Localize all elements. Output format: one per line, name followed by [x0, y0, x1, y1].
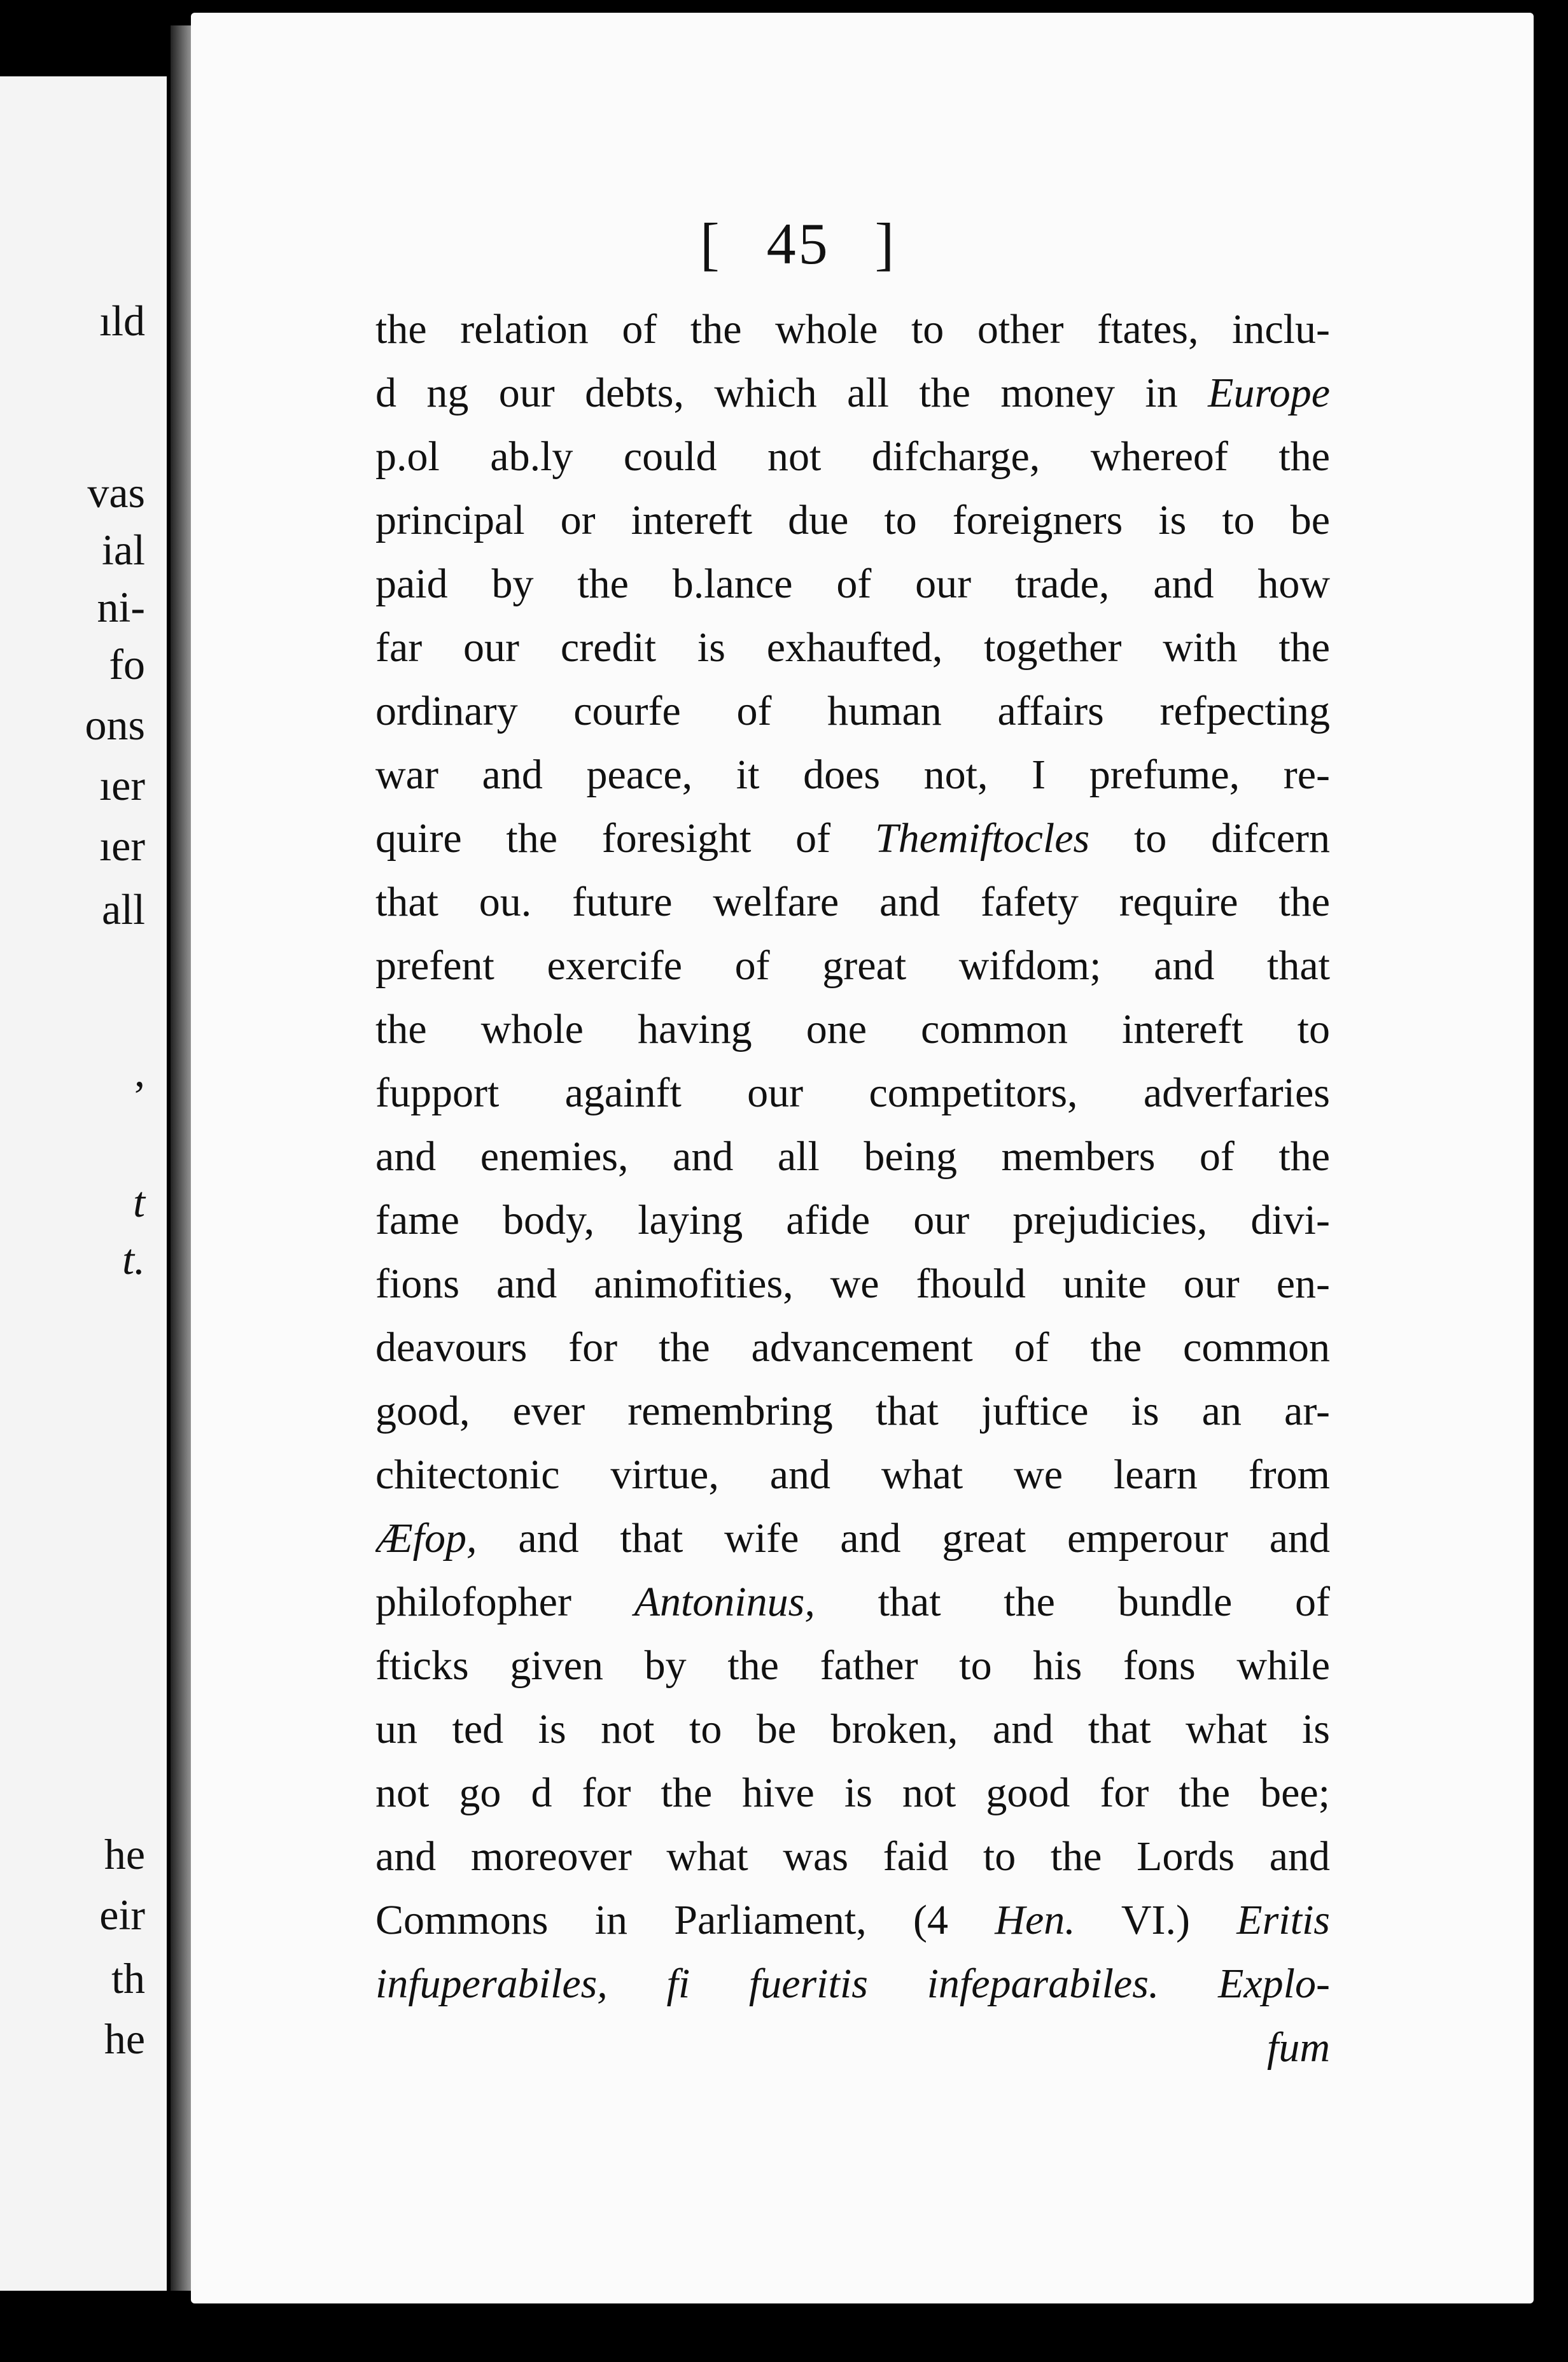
text-run: not go d for the hive is not good for the bee; [375, 1770, 1330, 1816]
text-line [375, 1952, 1330, 2016]
left-page-fragment: all [102, 885, 145, 933]
text-line [375, 1316, 1330, 1380]
left-page-edge [0, 76, 167, 2291]
text-line [375, 1252, 1330, 1316]
left-page-fragment: he [104, 2015, 145, 2063]
text-run: p.ol ab.ly could not difcharge, whereof the [375, 433, 1330, 480]
text-run: the relation of the whole to other ftates, inclu- [375, 306, 1330, 353]
text-line [375, 1698, 1330, 1761]
left-page-fragment: ıer [99, 761, 145, 809]
left-page-fragment: t. [122, 1235, 145, 1283]
page-header [700, 210, 897, 277]
text-run: quire the foresight of [375, 815, 875, 862]
text-run: fions and animofities, we fhould unite our en- [375, 1261, 1330, 1307]
text-line [375, 1125, 1330, 1189]
italic-text: infuperabiles, fi fueritis infeparabiles. Explo- [375, 1960, 1330, 2007]
text-line [375, 1761, 1330, 1825]
left-page-fragment: t [133, 1178, 145, 1226]
text-run: ordinary courfe of human affairs refpecting [375, 688, 1330, 734]
text-run: un ted is not to be broken, and that what is [375, 1706, 1330, 1752]
italic-text: Hen. [995, 1897, 1075, 1943]
text-run: fame body, laying afide our prejudicies, divi- [375, 1197, 1330, 1243]
left-page-fragment: fo [109, 640, 145, 688]
text-line [375, 1570, 1330, 1634]
left-page-fragment: ons [85, 701, 145, 749]
text-run: fupport againft our competitors, adverfaries [375, 1070, 1330, 1116]
text-line [375, 1507, 1330, 1570]
left-page-fragment: ial [102, 526, 145, 574]
text-run: d ng our debts, which all the money in [375, 370, 1208, 416]
text-run: good, ever remembring that juftice is an ar- [375, 1388, 1330, 1434]
text-line [375, 489, 1330, 552]
text-run: and that wife and great emperour and [477, 1515, 1330, 1562]
left-page-fragment: ıld [99, 297, 145, 345]
left-page-fragment: vas [87, 468, 145, 517]
text-run: chitectonic virtue, and what we learn from [375, 1451, 1330, 1498]
left-page-fragment: eir [99, 1890, 145, 1939]
text-line [375, 616, 1330, 680]
text-line [375, 743, 1330, 807]
text-run: far our credit is exhaufted, together with the [375, 624, 1330, 671]
text-line [375, 998, 1330, 1061]
text-run: fticks given by the father to his fons while [375, 1642, 1330, 1689]
italic-text: Themiftocles [874, 815, 1090, 862]
text-line [375, 1825, 1330, 1889]
page-number: 45 [766, 211, 830, 276]
left-page-fragment: , [134, 1047, 145, 1096]
text-run: war and peace, it does not, I prefume, re- [375, 751, 1330, 798]
text-run: to difcern [1089, 815, 1330, 862]
text-line [375, 361, 1330, 425]
text-line [375, 680, 1330, 743]
text-run: deavours for the advancement of the common [375, 1324, 1330, 1371]
text-line [375, 934, 1330, 998]
text-run: the whole having one common intereft to [375, 1006, 1330, 1052]
text-line [375, 1380, 1330, 1443]
text-run: that ou. future welfare and fafety require the [375, 879, 1330, 925]
text-line [375, 1443, 1330, 1507]
italic-text: Æfop, [375, 1515, 477, 1562]
text-line [375, 870, 1330, 934]
text-run: prefent exercife of great wifdom; and that [375, 942, 1330, 989]
text-line [375, 1061, 1330, 1125]
text-line [375, 1889, 1330, 1952]
open-bracket: [ [700, 211, 722, 276]
left-page-fragment: ıer [99, 821, 145, 870]
text-run: that the bundle of [815, 1579, 1330, 1625]
italic-text: Antoninus, [634, 1579, 815, 1625]
text-line [375, 1189, 1330, 1252]
body-text [375, 298, 1330, 2079]
text-line [375, 425, 1330, 489]
text-line [375, 1634, 1330, 1698]
text-run: and enemies, and all being members of the [375, 1133, 1330, 1180]
text-run: Commons in Parliament, (4 [375, 1897, 995, 1943]
left-page-fragment: th [111, 1954, 145, 2002]
text-run: philofopher [375, 1579, 634, 1625]
text-run: principal or intereft due to foreigners is to be [375, 497, 1330, 543]
text-line [375, 552, 1330, 616]
close-bracket: ] [874, 211, 897, 276]
text-run: VI.) [1075, 1897, 1237, 1943]
text-run: and moreover what was faid to the Lords and [375, 1833, 1330, 1880]
italic-text: Europe [1208, 370, 1330, 416]
text-line [375, 807, 1330, 870]
left-page-fragment: ni- [97, 583, 145, 631]
text-line [375, 298, 1330, 361]
text-run: paid by the b.lance of our trade, and how [375, 561, 1330, 607]
italic-text: Eritis [1236, 1897, 1330, 1943]
left-page-fragment: he [104, 1830, 145, 1878]
catchword: fum [1267, 2024, 1330, 2071]
